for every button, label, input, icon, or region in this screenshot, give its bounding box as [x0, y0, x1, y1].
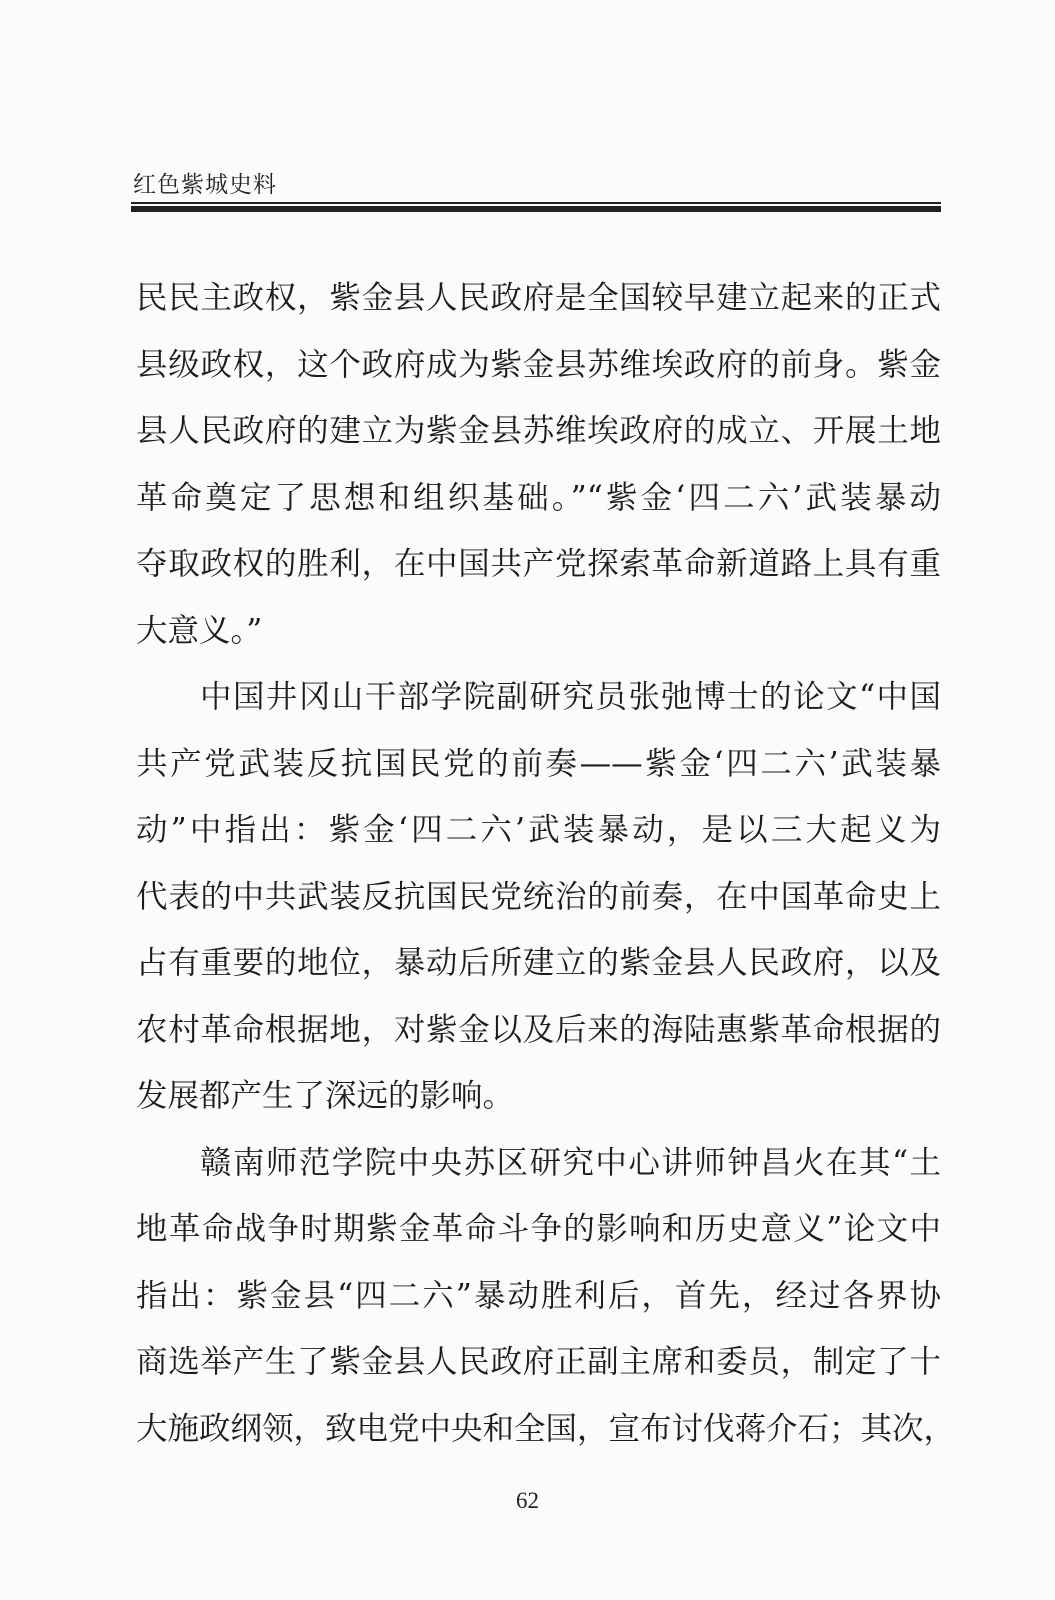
page-number: 62: [516, 1488, 539, 1513]
text-line: 共产党武装反抗国民党的前奏——紫金‘四二六’武装暴: [136, 745, 941, 782]
paragraph-1: [136, 265, 941, 664]
header-rule-thick: [131, 206, 941, 212]
text-line: 地革命战争时期紫金革命斗争的影响和历史意义”论文中: [136, 1211, 941, 1247]
paragraph-2: [136, 664, 941, 1130]
text-line: 指出：紫金县“四二六”暴动胜利后，首先，经过各界协: [136, 1277, 941, 1314]
text-line: 农村革命根据地，对紫金以及后来的海陆惠紫革命根据的: [136, 1011, 941, 1048]
text-line: 动”中指出：紫金‘四二六’武装暴动，是以三大起义为: [136, 812, 941, 848]
text-line: 民民主政权，紫金县人民政府是全国较早建立起来的正式: [136, 280, 941, 316]
text-line: 代表的中共武装反抗国民党统治的前奏，在中国革命史上: [136, 878, 941, 915]
text-line-indented: 赣南师范学院中央苏区研究中心讲师钟昌火在其“土: [200, 1144, 941, 1181]
running-header-title: 红色紫城史料: [133, 172, 277, 198]
text-line: 县人民政府的建立为紫金县苏维埃政府的成立、开展土地: [136, 413, 941, 449]
text-line: 占有重要的地位，暴动后所建立的紫金县人民政府，以及: [136, 945, 941, 981]
text-line: 商选举产生了紫金县人民政府正副主席和委员，制定了十: [136, 1344, 941, 1380]
text-line: 大意义。”: [136, 612, 263, 649]
text-line: 大施政纲领，致电党中央和全国，宣布讨伐蒋介石；其次，: [136, 1410, 956, 1447]
text-line-indented: 中国井冈山干部学院副研究员张弛博士的论文“中国: [200, 679, 941, 715]
text-line: 县级政权，这个政府成为紫金县苏维埃政府的前身。紫金: [136, 346, 941, 383]
text-line: 夺取政权的胜利，在中国共产党探索革命新道路上具有重: [136, 546, 941, 582]
paragraph-3: [136, 1130, 956, 1463]
text-line: 发展都产生了深远的影响。: [136, 1078, 515, 1114]
text-line: 革命奠定了思想和组织基础。”“紫金‘四二六’武装暴动: [136, 479, 941, 516]
body-text: [136, 265, 956, 1462]
header-rule-thin: [131, 202, 941, 204]
